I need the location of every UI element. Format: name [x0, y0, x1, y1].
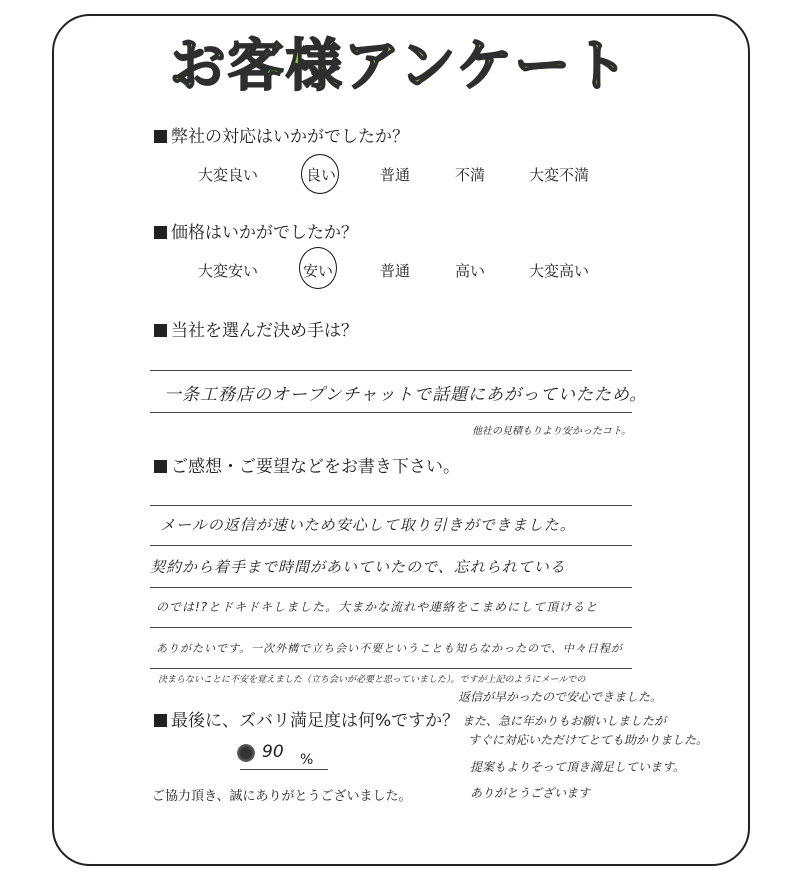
scribble-mark: [237, 744, 255, 762]
question-2: [154, 218, 358, 243]
bullet-square-icon: [154, 460, 167, 473]
question-4-label: ご感想・ご要望などをお書き下さい。: [171, 457, 460, 477]
q4-line-5[interactable]: 決まらないことに不安を覚えました（立ち会いが必要と思っていました）。ですが上記のようにメールでの: [158, 675, 586, 685]
answer-line: [150, 627, 632, 628]
q4-extra-line-1: 返信が早かったので安心できました。: [458, 690, 663, 704]
q3-answer[interactable]: 一条工務店のオープンチャットで話題にあがっていたため。: [164, 385, 648, 405]
q1-option-dissatisfied[interactable]: 不満: [455, 166, 486, 184]
question-3-label: 当社を選んだ決め手は？: [171, 321, 358, 341]
q4-extra-line-2: また、急に年かりもお願いしましたが: [462, 714, 667, 728]
question-1: [154, 122, 409, 147]
answer-line: [150, 370, 632, 371]
answer-line: [150, 545, 632, 546]
q1-option-normal[interactable]: 普通: [380, 166, 411, 184]
q4-line-3[interactable]: のでは!?とドキドキしました。大まかな流れや連絡をこまめにして頂けると: [156, 600, 599, 614]
q2-selected-circle: [299, 247, 337, 289]
satisfaction-answer-line: [240, 769, 328, 770]
q3-answer-note: 他社の見積もりより安かったコト。: [472, 426, 632, 437]
question-1-label: 弊社の対応はいかがでしたか？: [171, 127, 409, 147]
q4-line-4[interactable]: ありがたいです。一次外構で立ち会い不要ということも知らなかったので、中々日程が: [156, 642, 623, 655]
question-5: [154, 706, 459, 731]
q2-option-very-expensive[interactable]: 大変高い: [529, 262, 590, 280]
q4-extra-line-4: 提案もよりそって頂き満足しています。: [470, 760, 686, 774]
satisfaction-value[interactable]: 90: [262, 742, 284, 762]
answer-line: [150, 505, 632, 506]
q2-option-cheap[interactable]: 安い: [303, 262, 334, 280]
answer-line: [150, 412, 632, 413]
question-3: [154, 316, 358, 341]
question-5-label: 最後に、ズバリ満足度は何%ですか？: [171, 711, 460, 731]
q4-extra-line-3: すぐに対応いただけてとても助かりました。: [468, 733, 709, 747]
q2-option-very-cheap[interactable]: 大変安い: [198, 262, 259, 280]
footer-thanks: ご協力頂き、誠にありがとうございました。: [152, 789, 412, 804]
bullet-square-icon: [154, 714, 167, 727]
q1-option-good[interactable]: 良い: [306, 166, 337, 184]
percent-unit: %: [300, 752, 314, 768]
q1-selected-circle: [301, 154, 339, 194]
answer-line: [150, 668, 632, 669]
q4-line-2[interactable]: 契約から着手まで時間があいていたので、忘れられている: [150, 558, 566, 576]
bullet-square-icon: [154, 226, 167, 239]
survey-title: お客様アンケート: [169, 34, 631, 99]
q2-option-expensive[interactable]: 高い: [455, 262, 486, 280]
q1-option-very-good[interactable]: 大変良い: [198, 166, 259, 184]
q2-option-normal[interactable]: 普通: [380, 262, 411, 280]
q4-extra-line-5: ありがとうございます: [470, 786, 591, 800]
q4-line-1[interactable]: メールの返信が速いため安心して取り引きができました。: [160, 516, 576, 534]
bullet-square-icon: [154, 130, 167, 143]
question-4: [154, 452, 460, 477]
bullet-square-icon: [154, 324, 167, 337]
q1-option-very-dissatisfied[interactable]: 大変不満: [529, 166, 590, 184]
question-2-label: 価格はいかがでしたか？: [171, 223, 358, 243]
answer-line: [150, 587, 632, 588]
